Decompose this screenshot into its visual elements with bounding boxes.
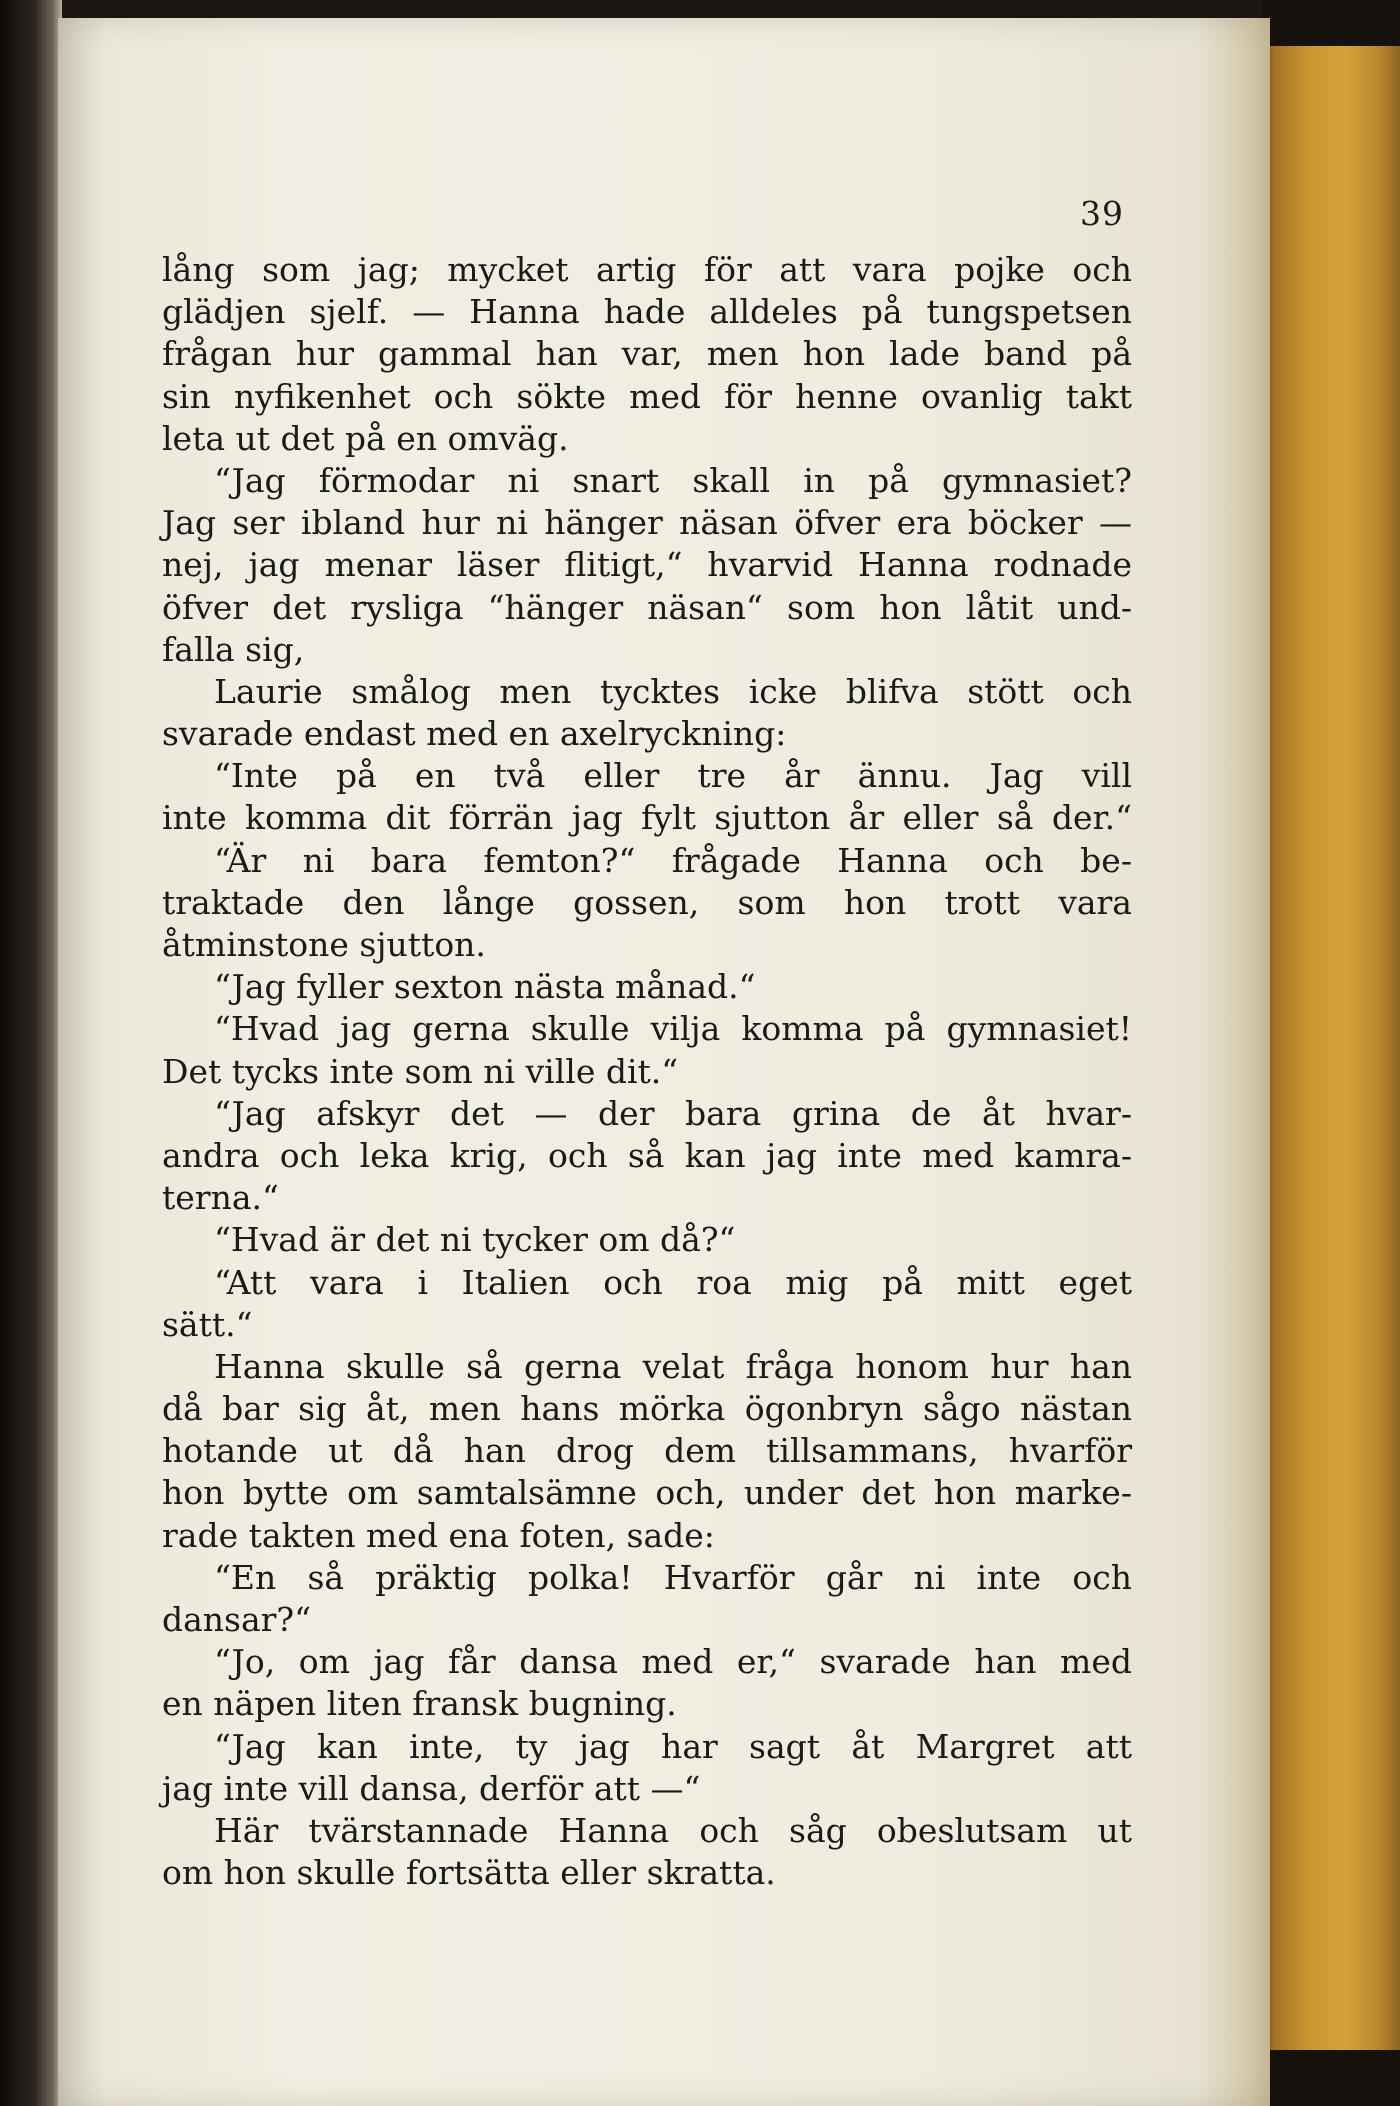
text-line: Här tvärstannade Hanna och såg obeslutsam ut [214,1810,1132,1850]
text-line: då bar sig åt, men hans mörka ögonbryn sågo nästan [162,1389,1132,1429]
text-line: andra och leka krig, och så kan jag inte med kamra- [162,1135,1132,1175]
text-line: dansar?“ [162,1600,311,1639]
text-line: Hanna skulle så gerna velat fråga honom hur han [214,1346,1132,1386]
text-line: inte komma dit förrän jag fylt sjutton år eller så der.“ [162,798,1132,838]
text-line: terna.“ [162,1178,279,1218]
background-top-right [1262,0,1400,46]
background-bottom-right [1262,2050,1400,2106]
text-line: falla sig, [162,629,305,669]
text-line: “Jo, om jag får dansa med er,“ svarade han med [214,1642,1132,1682]
text-line: om hon skulle fortsätta eller skratta. [162,1853,776,1893]
page-text [162,249,1132,1894]
text-line: Laurie smålog men tycktes icke blifva stött och [214,671,1132,711]
text-line: “Jag förmodar ni snart skall in på gymnasiet? [214,460,1132,500]
text-line: sätt.“ [162,1304,253,1344]
text-line: leta ut det på en omväg. [162,418,569,458]
text-line: “En så präktig polka! Hvarför går ni inte och [214,1557,1132,1597]
text-line: sin nyfikenhet och sökte med för henne ovanlig takt [162,376,1132,416]
page-number: 39 [1080,194,1124,233]
text-line: “Hvad jag gerna skulle vilja komma på gymnasiet! [214,1009,1132,1049]
text-line: glädjen sjelf. — Hanna hade alldeles på tungspetsen [162,292,1132,332]
book-cover-edge [1262,0,1400,2106]
text-line: “Att vara i Italien och roa mig på mitt eget [214,1262,1132,1302]
text-line: jag inte vill dansa, derför att —“ [162,1768,701,1808]
text-line: åtminstone sjutton. [162,925,486,964]
left-page-gutter [0,0,62,2106]
text-line: rade takten med ena foten, sade: [162,1515,715,1555]
text-line: öfver det rysliga “hänger näsan“ som hon låtit und- [162,587,1132,627]
text-line: “Är ni bara femton?“ frågade Hanna och be- [214,840,1132,880]
text-line: nej, jag menar läser flitigt,“ hvarvid Hanna rodnade [162,545,1132,585]
text-line: hotande ut då han drog dem tillsammans, hvarför [162,1431,1132,1471]
text-line: Jag ser ibland hur ni hänger näsan öfver era böcker — [162,503,1132,543]
text-line: svarade endast med en axelryckning: [162,714,787,754]
text-line: “Hvad är det ni tycker om då?“ [214,1220,736,1260]
text-line: “Jag afskyr det — der bara grina de åt hvar- [214,1093,1132,1133]
text-line: en näpen liten fransk bugning. [162,1684,677,1724]
text-line: “Inte på en två eller tre år ännu. Jag vill [214,756,1132,796]
text-line: “Jag fyller sexton nästa månad.“ [214,967,756,1007]
text-line: traktade den långe gossen, som hon trott vara [162,882,1132,922]
text-line: lång som jag; mycket artig för att vara pojke och [162,250,1132,289]
text-line: frågan hur gammal han var, men hon lade band på [162,334,1132,374]
text-line: hon bytte om samtalsämne och, under det hon marke- [162,1473,1132,1513]
text-line: “Jag kan inte, ty jag har sagt åt Margret att [214,1726,1132,1766]
text-line: Det tycks inte som ni ville dit.“ [162,1051,679,1091]
